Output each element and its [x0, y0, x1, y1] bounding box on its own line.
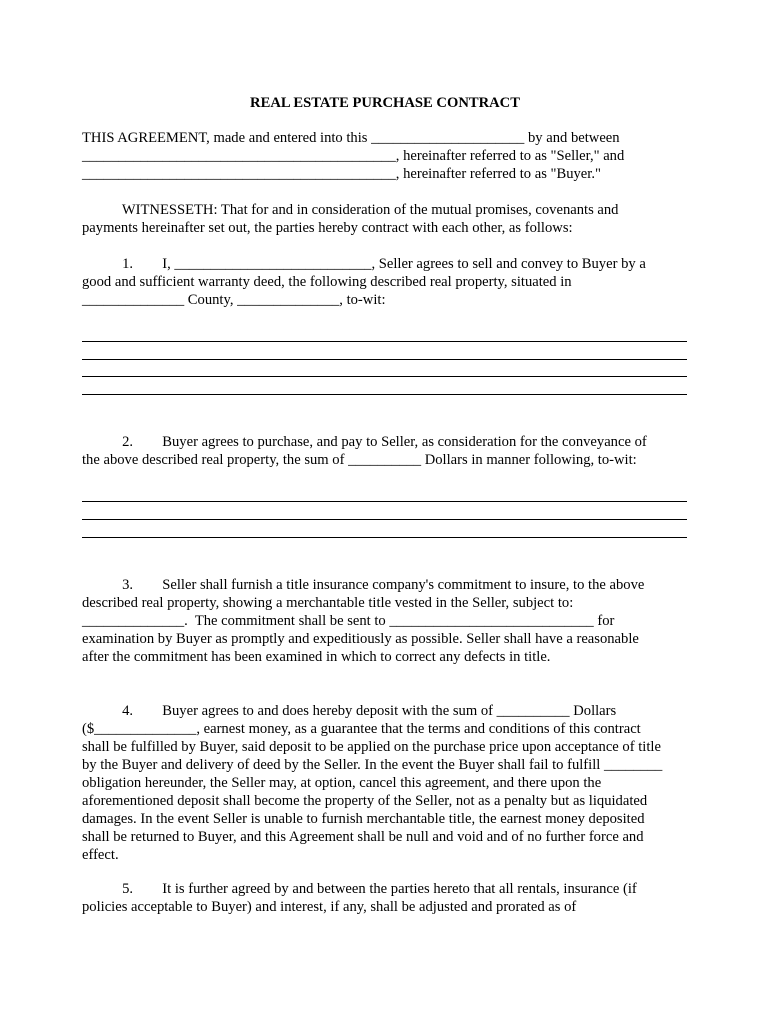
clause-3-line-4: examination by Buyer as promptly and expeditiously as possible. Seller shall have a reasonable — [82, 631, 639, 647]
clause-5-line-2: policies acceptable to Buyer) and interest, if any, shall be adjusted and prorated as of — [82, 899, 577, 915]
intro-line-3: ___________________________________________, hereinafter referred to as "Buyer." — [82, 166, 601, 182]
intro-line-1: THIS AGREEMENT, made and entered into this _____________________ by and between — [82, 130, 620, 146]
clause-1-line-3: ______________ County, ______________, to-wit: — [82, 292, 386, 308]
blank-line — [82, 376, 687, 377]
witnesseth-line-1: WITNESSETH: That for and in consideration of the mutual promises, covenants and — [82, 202, 619, 218]
clause-5-line-1: 5. It is further agreed by and between the parties hereto that all rentals, insurance (if — [82, 881, 637, 897]
clause-1-line-1: 1. I, ___________________________, Seller agrees to sell and convey to Buyer by a — [82, 256, 646, 272]
clause-4-line-7: damages. In the event Seller is unable to furnish merchantable title, the earnest money deposited — [82, 811, 645, 827]
clause-4-line-2: ($______________, earnest money, as a guarantee that the terms and conditions of this contract — [82, 721, 641, 737]
blank-line — [82, 341, 687, 342]
blank-line — [82, 394, 687, 395]
clause-2-line-1: 2. Buyer agrees to purchase, and pay to Seller, as consideration for the conveyance of — [82, 434, 647, 450]
witnesseth-line-2: payments hereinafter set out, the parties hereby contract with each other, as follows: — [82, 220, 573, 236]
clause-3-line-5: after the commitment has been examined in which to correct any defects in title. — [82, 649, 551, 665]
clause-3-line-2: described real property, showing a merchantable title vested in the Seller, subject to: — [82, 595, 574, 611]
intro-line-2: ___________________________________________, hereinafter referred to as "Seller," and — [82, 148, 625, 164]
clause-4-line-4: by the Buyer and delivery of deed by the Seller. In the event the Buyer shall fail to fulfill ________ — [82, 757, 663, 773]
clause-4-line-1: 4. Buyer agrees to and does hereby deposit with the sum of __________ Dollars — [82, 703, 617, 719]
clause-2-line-2: the above described real property, the sum of __________ Dollars in manner following, to-wit: — [82, 452, 637, 468]
clause-4-line-3: shall be fulfilled by Buyer, said deposit to be applied on the purchase price upon acceptance of title — [82, 739, 661, 755]
blank-line — [82, 537, 687, 538]
blank-line — [82, 359, 687, 360]
clause-4-line-9: effect. — [82, 847, 119, 863]
clause-4-line-8: shall be returned to Buyer, and this Agreement shall be null and void and of no further force and — [82, 829, 644, 845]
clause-3-line-3: ______________. The commitment shall be sent to ____________________________ for — [82, 613, 615, 629]
blank-line — [82, 501, 687, 502]
document-title: REAL ESTATE PURCHASE CONTRACT — [250, 95, 520, 111]
clause-3-line-1: 3. Seller shall furnish a title insurance company's commitment to insure, to the above — [82, 577, 645, 593]
blank-line — [82, 519, 687, 520]
clause-1-line-2: good and sufficient warranty deed, the following described real property, situated in — [82, 274, 572, 290]
clause-4-line-6: aforementioned deposit shall become the property of the Seller, not as a penalty but as liquidated — [82, 793, 648, 809]
clause-4-line-5: obligation hereunder, the Seller may, at option, cancel this agreement, and there upon the — [82, 775, 602, 791]
